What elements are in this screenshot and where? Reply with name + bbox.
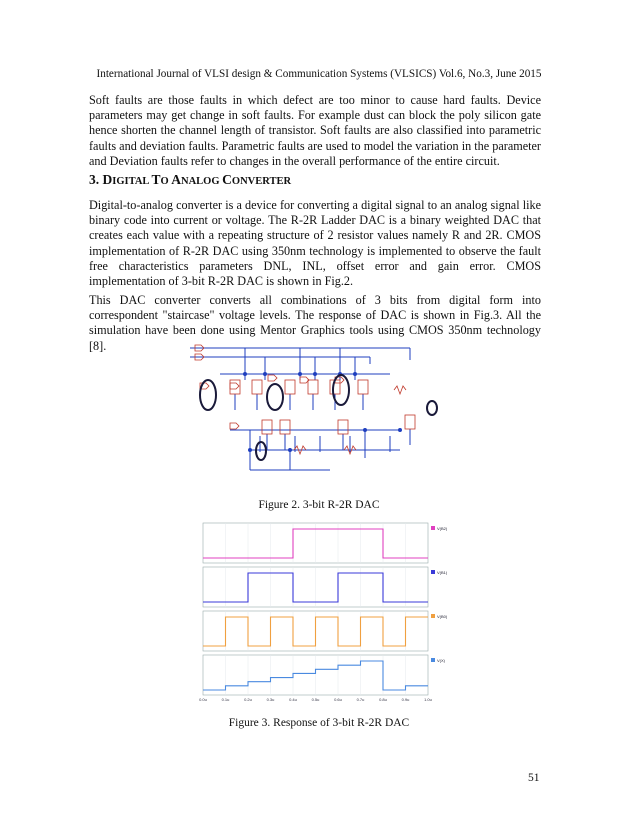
paragraph-dac-description: Digital-to-analog converter is a device for converting a digital signal to an analog signal like binary code into current or voltage. The R-2R Ladder DAC is a binary weighted DAC that creates each value with a repeating structure of 2 resistor values namely R and 2R. CMOS implementation of R-2R DAC using 350nm technology is implemented to observe the fault free characteristics parameters DNL, INL, offset error and gain error. CMOS implementation of 3-bit R-2R DAC is shown in Fig.2. xyxy=(89,198,541,289)
junction-dot xyxy=(264,373,267,376)
legend-swatch xyxy=(431,658,435,662)
x-tick-label: 0.5u xyxy=(311,697,320,702)
junction-dot xyxy=(354,373,357,376)
x-tick-label: 0.4u xyxy=(289,697,297,702)
transistor-symbol xyxy=(280,420,290,434)
r2r-dac-schematic xyxy=(190,340,440,480)
legend-label: V(B2) xyxy=(437,526,448,531)
transistor-symbol xyxy=(262,420,272,434)
x-tick-label: 0.3u xyxy=(266,697,275,702)
junction-dot xyxy=(364,429,367,432)
junction-dot xyxy=(314,373,317,376)
fault-marker-oval xyxy=(267,384,283,410)
port-symbol xyxy=(230,423,239,429)
legend-label: V(B1) xyxy=(437,570,448,575)
x-tick-label: 0.1u xyxy=(221,697,230,702)
fault-marker-oval xyxy=(427,401,437,415)
dac-response-chart xyxy=(185,521,450,709)
heading-cap-a: A xyxy=(171,172,182,187)
journal-header: International Journal of VLSI design & Communication Systems (VLSICS) Vol.6, No.3, June 2015 xyxy=(96,68,542,80)
port-symbol xyxy=(268,375,277,381)
transistor-symbol xyxy=(252,380,262,394)
junction-dot xyxy=(399,429,402,432)
heading-cap-c: C xyxy=(222,172,232,187)
transistor-symbol xyxy=(358,380,368,394)
heading-rest-analog: NALOG xyxy=(181,176,223,187)
resistor-symbol xyxy=(394,386,406,394)
figure-2-schematic xyxy=(190,340,440,480)
junction-dot xyxy=(289,449,292,452)
heading-rest-converter: ONVERTER xyxy=(231,176,292,187)
figure-3-caption: Figure 3. Response of 3-bit R-2R DAC xyxy=(228,717,410,729)
figure-3-waveforms xyxy=(185,521,450,709)
x-tick-label: 0.0u xyxy=(199,697,207,702)
junction-dot xyxy=(244,373,247,376)
x-tick-label: 0.2u xyxy=(244,697,252,702)
junction-dot xyxy=(249,449,252,452)
heading-cap-t: T xyxy=(151,172,161,187)
port-symbol xyxy=(230,383,239,389)
paragraph-soft-faults: Soft faults are those faults in which defect are too minor to cause hard faults. Device parameters may get change in soft faults. For example dust can block the poly silicon gate hence shorten the channel length of transistor. Soft faults are also classified into parametric faults and deviation faults. Parametric faults are used to model the variation in the parameter and Deviation faults refer to changes in the overall performance of the entire circuit. xyxy=(89,93,541,168)
legend-label: V(B0) xyxy=(437,614,448,619)
heading-cap-d: D xyxy=(102,172,113,187)
heading-rest-to: O xyxy=(160,176,172,187)
transistor-symbol xyxy=(338,420,348,434)
legend-swatch xyxy=(431,526,435,530)
paragraph-dac-response: This DAC converter converts all combinations of 3 bits from digital form into correspondent "staircase" voltage levels. The response of DAC is shown in Fig.3. All the simulation have been done using Mentor Graphics tools using CMOS 350nm technology [8]. xyxy=(89,293,541,353)
fault-marker-oval xyxy=(256,442,266,460)
page-number: 51 xyxy=(528,772,540,784)
transistor-symbol xyxy=(285,380,295,394)
legend-swatch xyxy=(431,570,435,574)
x-tick-label: 0.6u xyxy=(334,697,342,702)
fault-marker-oval xyxy=(333,375,349,405)
x-tick-label: 0.9u xyxy=(401,697,410,702)
transistor-symbol xyxy=(308,380,318,394)
legend-label: V(X) xyxy=(437,658,445,663)
x-tick-label: 1.0u xyxy=(424,697,432,702)
x-tick-label: 0.8u xyxy=(379,697,387,702)
junction-dot xyxy=(299,373,302,376)
transistor-symbol xyxy=(405,415,415,429)
x-tick-label: 0.7u xyxy=(356,697,365,702)
heading-rest-digital: IGITAL xyxy=(112,176,152,187)
figure-2-caption: Figure 2. 3-bit R-2R DAC xyxy=(258,499,380,511)
legend-swatch xyxy=(431,614,435,618)
section-heading xyxy=(89,172,291,188)
section-number: 3. xyxy=(89,172,103,187)
